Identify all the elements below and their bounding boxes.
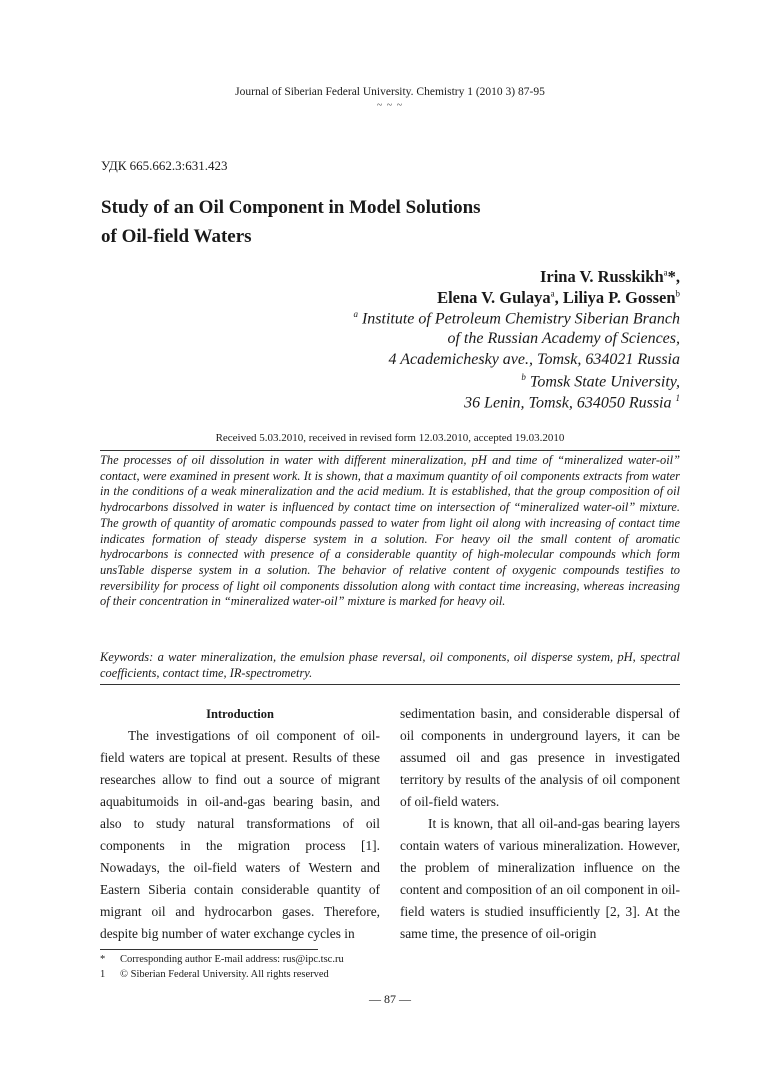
author-name: Irina V. Russkikh <box>539 267 664 286</box>
footnote-text: © Siberian Federal University. All rights reserved <box>120 969 329 980</box>
affil-text: Tomsk State University, <box>525 373 680 391</box>
paragraph: The investigations of oil component of oil-field waters are topical at present. Results of these researches allow to find out a source of migrant aquabitumoids in oil-and-gas bearing basin, and also to study natural transformations of oil components in the migration process [1]. Nowadays, the oil-field waters of Western and Eastern Siberia contain considerable quantity of migrant oil and hydrocarbon gases. Therefore, despite big number of water exchange cycles in <box>100 728 380 941</box>
header-ornament: ~ ~ ~ <box>376 100 404 111</box>
right-column <box>400 703 680 945</box>
affil-sup: 1 <box>675 393 680 403</box>
affil-text: 36 Lenin, Tomsk, 634050 Russia <box>464 394 676 412</box>
affil-text: Institute of Petroleum Chemistry Siberian Branch <box>357 310 680 328</box>
page-number: — 87 — <box>369 992 411 1006</box>
paper-title-line-1: Study of an Oil Component in Model Solutions <box>101 197 481 218</box>
author-affil-sup: a <box>550 288 555 299</box>
affiliation-a-line-3: 4 Academichesky ave., Tomsk, 634021 Russia <box>388 351 680 368</box>
keywords: Keywords: a water mineralization, the emulsion phase reversal, oil components, oil disperse system, pH, spectral coefficients, contact time, IR-spectrometry. <box>100 650 680 680</box>
affiliation-a-line-1 <box>353 309 680 328</box>
author-line-1 <box>540 267 680 287</box>
paper-title-line-2: of Oil-field Waters <box>101 226 252 247</box>
affiliation-b-line-2 <box>464 393 680 412</box>
received-dates: Received 5.03.2010, received in revised form 12.03.2010, accepted 19.03.2010 <box>215 432 565 444</box>
footnote-copyright <box>100 969 329 980</box>
abstract-bottom-rule <box>100 684 680 685</box>
paragraph: It is known, that all oil-and-gas bearing layers contain waters of various mineralization. However, the problem of mineralization influence on the content and composition of an oil component in oil-field waters is studied insufficiently [2, 3]. At the same time, the presence of oil-origin <box>400 816 680 941</box>
footnote-rule <box>100 949 318 950</box>
author-name: Liliya P. Gossen <box>562 288 676 307</box>
journal-header: Journal of Siberian Federal University. Chemistry 1 (2010 3) 87-95 <box>235 86 545 98</box>
footnote-corresponding <box>100 954 344 965</box>
corresponding-mark: *, <box>667 267 680 286</box>
affil-sup: a <box>353 309 358 319</box>
affil-sup: b <box>521 372 526 382</box>
author-name: Elena V. Gulaya <box>437 288 551 307</box>
left-column <box>100 703 380 945</box>
footnote-mark: 1 <box>100 969 106 980</box>
footnote-text: Corresponding author E-mail address: rus@ipc.tsc.ru <box>120 954 344 965</box>
footnote-mark: * <box>100 954 106 965</box>
affiliation-b-line-1 <box>521 372 680 391</box>
udk-code: УДК 665.662.3:631.423 <box>101 158 228 173</box>
abstract: The processes of oil dissolution in water with different mineralization, pH and time of “mineralized water-oil” contact, were examined in present work. It is shown, that a maximum quantity of oil components extracts from water in the conditions of a weak mineralization and the acid medium. It is established, that the group composition of oil hydrocarbons dissolved in water is influenced by contact time on intersection of “mineralized water-oil” mixture. The growth of quantity of aromatic compounds passed to water from light oil along with increasing of contact time indicates formation of steady disperse system in a solution. For heavy oil the small content of aromatic hydrocarbons is connected with presence of a considerable quantity of high-molecular compounds which form unsTable disperse system in a solution. The behavior of relative content of oxygenic compounds testifies to reversibility for process of light oil components dissolution along with contact time increasing, whereas increasing of their concentration in “mineralized water-oil” mixture is marked for heavy oil. <box>100 453 680 609</box>
paragraph: sedimentation basin, and considerable dispersal of oil components in underground layers, it can be assumed oil and gas presence in investigated territory by results of the analysis of oil component of oil-field waters. <box>400 706 680 809</box>
affiliation-a-line-2: of the Russian Academy of Sciences, <box>447 330 680 347</box>
author-separator: , <box>554 288 563 307</box>
section-heading-introduction: Introduction <box>206 707 274 721</box>
author-affil-sup: b <box>675 288 680 299</box>
author-line-2 <box>437 288 680 308</box>
author-affil-sup: a <box>663 267 668 278</box>
abstract-top-rule <box>100 450 680 451</box>
